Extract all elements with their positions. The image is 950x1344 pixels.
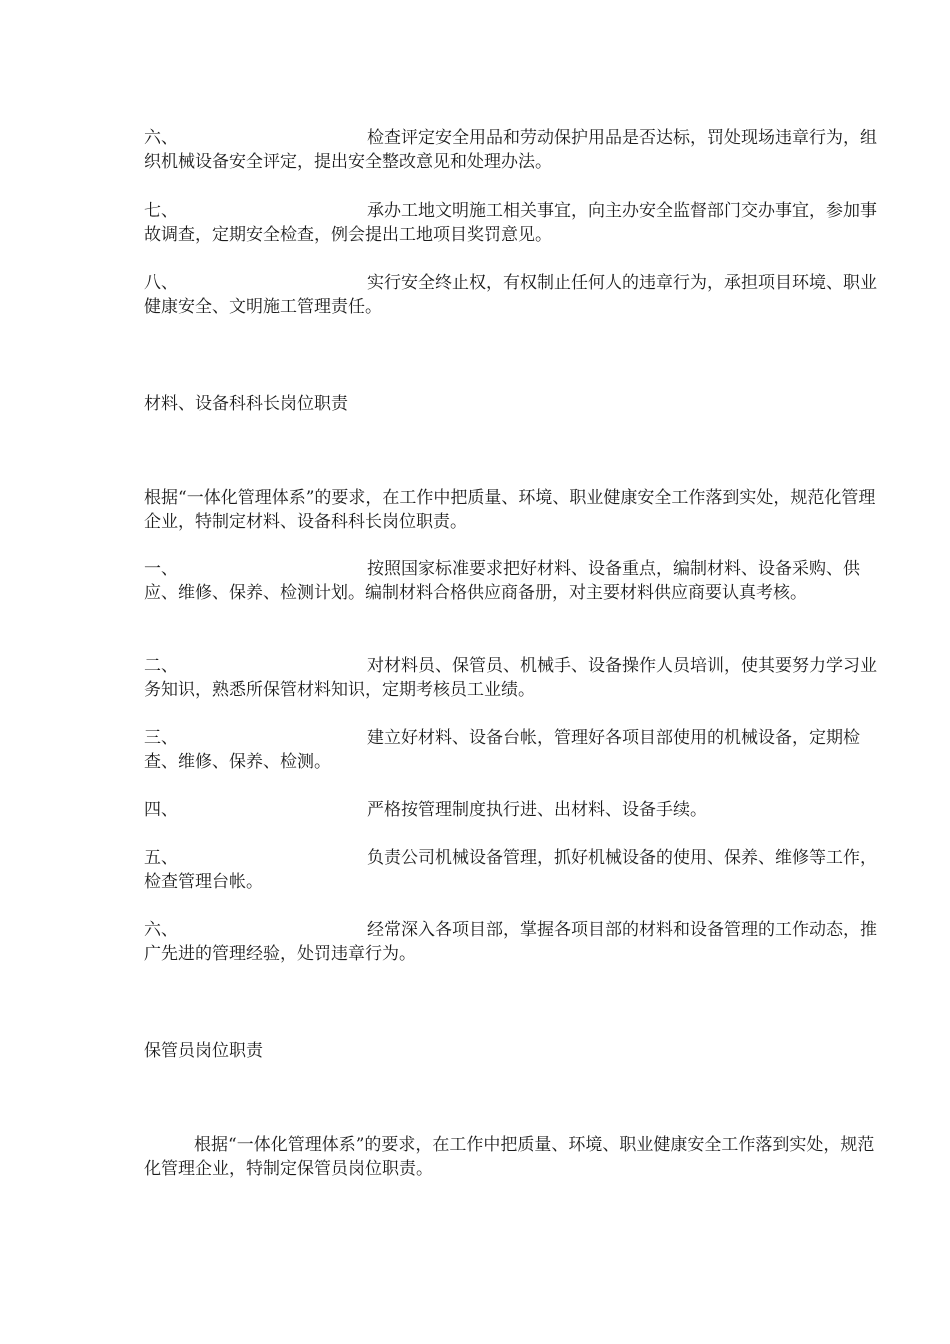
item-text: 对材料员、保管员、机械手、设备操作人员培训，使其要努力学习业务知识，熟悉所保管材料知识，定期考核员工业绩。	[144, 656, 877, 700]
item-number: 二、	[144, 656, 178, 676]
item-text: 负责公司机械设备管理，抓好机械设备的使用、保养、维修等工作，检查管理台帐。	[144, 848, 877, 892]
item-number: 七、	[144, 201, 178, 221]
list-item	[144, 271, 884, 319]
section-heading: 材料、设备科科长岗位职责	[144, 394, 348, 414]
list-item	[144, 199, 884, 247]
intro-paragraph: 根据“一体化管理体系”的要求，在工作中把质量、环境、职业健康安全工作落到实处，规范化管理企业，特制定材料、设备科科长岗位职责。	[144, 488, 876, 532]
intro-paragraph: 根据“一体化管理体系”的要求，在工作中把质量、环境、职业健康安全工作落到实处，规范化管理企业，特制定保管员岗位职责。	[144, 1135, 875, 1179]
item-number: 八、	[144, 273, 178, 293]
item-text: 严格按管理制度执行进、出材料、设备手续。	[367, 800, 707, 820]
item-number: 四、	[144, 800, 178, 820]
item-text: 承办工地文明施工相关事宜，向主办安全监督部门交办事宜，参加事故调查，定期安全检查，例会提出工地项目奖罚意见。	[144, 201, 877, 245]
list-item	[144, 654, 884, 702]
item-text: 实行安全终止权，有权制止任何人的违章行为，承担项目环境、职业健康安全、文明施工管理责任。	[144, 273, 877, 317]
item-number: 六、	[144, 128, 178, 148]
item-number: 三、	[144, 728, 178, 748]
list-item	[144, 557, 884, 605]
item-number: 一、	[144, 559, 178, 579]
list-item	[144, 918, 884, 966]
item-text: 检查评定安全用品和劳动保护用品是否达标，罚处现场违章行为，组织机械设备安全评定，提出安全整改意见和处理办法。	[144, 128, 877, 172]
item-text: 建立好材料、设备台帐，管理好各项目部使用的机械设备，定期检查、维修、保养、检测。	[144, 728, 860, 772]
list-item	[144, 846, 884, 894]
item-number: 六、	[144, 920, 178, 940]
item-text: 经常深入各项目部，掌握各项目部的材料和设备管理的工作动态，推广先进的管理经验，处罚违章行为。	[144, 920, 877, 964]
list-item	[144, 726, 884, 774]
section-heading: 保管员岗位职责	[144, 1041, 263, 1061]
list-item	[144, 798, 884, 822]
item-number: 五、	[144, 848, 178, 868]
list-item	[144, 126, 884, 174]
item-text: 按照国家标准要求把好材料、设备重点，编制材料、设备采购、供应、维修、保养、检测计划。编制材料合格供应商备册，对主要材料供应商要认真考核。	[144, 559, 860, 603]
